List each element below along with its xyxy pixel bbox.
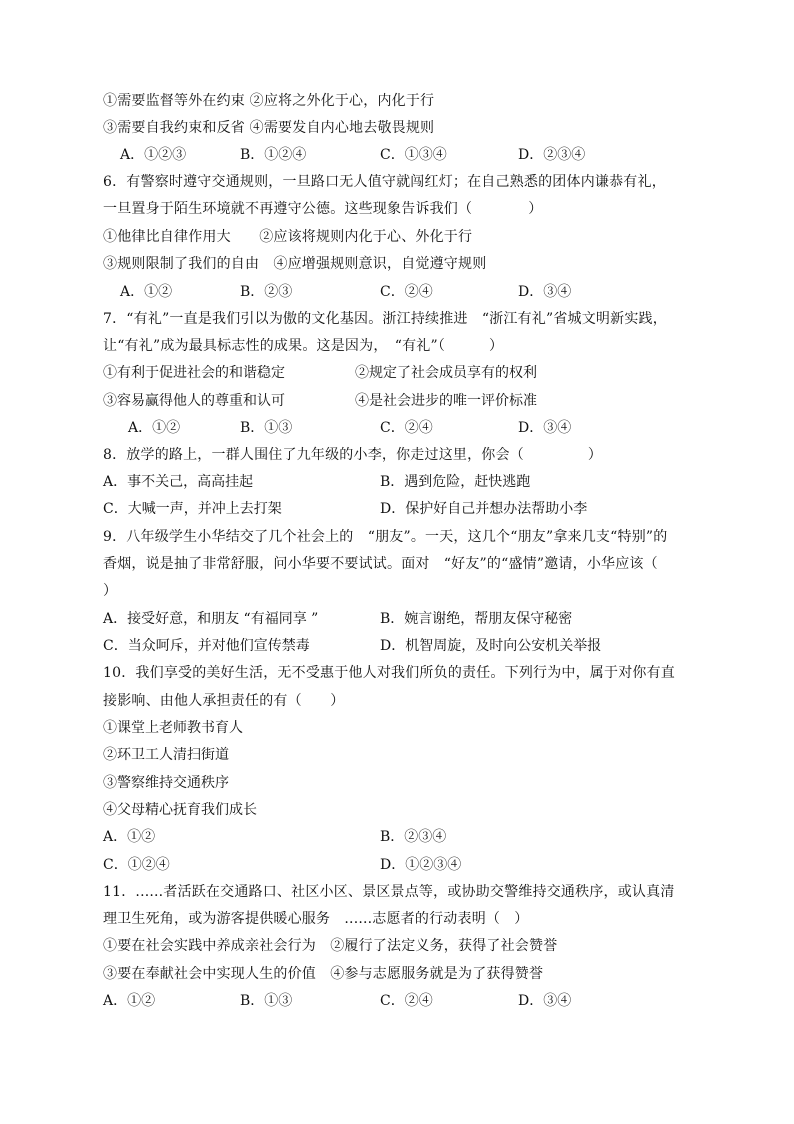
q8-stem [103,446,703,464]
q11-option-c: C．②④ [380,993,433,1009]
q9-stem-2: 香烟，说是抽了非常舒服，问小华要不要试试。面对 “好友”的“盛情”邀请，小华应该（ [103,556,658,572]
q5-option-b: B．①②④ [240,147,307,163]
q10-stem-2: 接影响、由他人承担责任的有（ ） [103,693,345,709]
q8-option-b: B．遇到危险，赶快逃跑 [380,474,531,490]
q6-statements-2: ③规则限制了我们的自由 ④应增强规则意识，自觉遵守规则 [103,256,487,272]
q7-statement-3: ③容易赢得他人的尊重和认可 [103,393,285,409]
q7-option-b: B．①③ [240,420,293,436]
q8-stem-close: ） [587,447,603,463]
q7-option-c: C．②④ [380,420,433,436]
q11-option-b: B．①③ [240,993,293,1009]
q10-option-b: B．②③④ [380,829,447,845]
q11-statements-2: ③要在奉献社会中实现人生的价值 ④参与志愿服务就是为了获得赞誉 [103,966,544,982]
q5-statements-1: ①需要监督等外在约束 ②应将之外化于心，内化于行 [103,93,435,109]
q6-stem-2 [103,200,703,218]
q9-option-d: D．机智周旋，及时向公安机关举报 [380,638,602,654]
q8-stem-text: 8．放学的路上，一群人围住了九年级的小李，你走过这里，你会（ [103,447,524,463]
q6-option-c: C．②④ [380,284,433,300]
q11-stem-2: 理卫生死角，或为游客提供暖心服务 ......志愿者的行动表明（ ） [103,911,529,927]
q10-option-d: D．①②③④ [380,857,462,873]
q9-option-c: C．当众呵斥，并对他们宣传禁毒 [103,638,310,654]
q10-item-1: ①课堂上老师教书育人 [103,720,243,736]
q11-option-d: D．③④ [518,993,572,1009]
q6-statements-1: ①他律比自律作用大 ②应该将规则内化于心、外化于行 [103,229,473,245]
q8-option-d: D．保护好自己并想办法帮助小李 [380,501,588,517]
q6-option-b: B．②③ [240,284,293,300]
q7-statement-4: ④是社会进步的唯一评价标准 [355,393,537,409]
q6-option-a: A．①② [120,284,173,300]
q7-option-a: A．①② [128,420,181,436]
q6-stem-2-text: 一旦置身于陌生环境就不再遵守公德。这些现象告诉我们（ [103,201,473,217]
q7-option-d: D．③④ [518,420,572,436]
q10-option-a: A．①② [103,829,156,845]
q7-statement-2: ②规定了社会成员享有的权利 [355,365,537,381]
q5-statements-2: ③需要自我约束和反省 ④需要发自内心地去敬畏规则 [103,120,435,136]
q7-stem-2 [103,337,703,355]
q10-stem-1: 10．我们享受的美好生活，无不受惠于他人对我们所负的责任。下列行为中，属于对你有直 [103,665,676,681]
q5-option-a: A．①②③ [120,147,187,163]
q6-stem-2-close: ） [528,201,543,217]
q7-stem-2-close: ） [489,338,504,354]
q7-statement-1: ①有利于促进社会的和谐稳定 [103,365,285,381]
q10-item-4: ④父母精心抚育我们成长 [103,802,257,818]
q9-stem-1: 9．八年级学生小华结交了几个社会上的 “朋友”。一天，这几个“朋友”拿来几支“特别”的 [103,529,668,545]
q6-option-d: D．③④ [518,284,572,300]
q10-item-2: ②环卫工人清扫街道 [103,747,229,763]
q5-option-c: C．①③④ [380,147,447,163]
q10-item-3: ③警察维持交通秩序 [103,775,229,791]
q5-option-d: D．②③④ [518,147,586,163]
q7-stem-1: 7．“有礼”一直是我们引以为傲的文化基因。浙江持续推进 “浙江有礼”省城文明新实践， [103,311,667,327]
q8-option-c: C．大喊一声，并冲上去打架 [103,501,282,517]
q7-stem-2-text: 让“有礼”成为最具标志性的成果。这是因为， “有礼”（ [103,338,446,354]
q9-stem-3: ） [103,583,118,599]
q9-option-a: A．接受好意，和朋友 “有福同享 ” [103,611,319,627]
q11-option-a: A．①② [103,993,156,1009]
q11-statements-1: ①要在社会实践中养成亲社会行为 ②履行了法定义务，获得了社会赞誉 [103,938,558,954]
q6-stem-1: 6．有警察时遵守交通规则，一旦路口无人值守就闯红灯；在自己熟悉的团体内谦恭有礼， [103,174,666,190]
q8-option-a: A．事不关己，高高挂起 [103,474,254,490]
q11-stem-1: 11．......者活跃在交通路口、社区小区、景区景点等，或协助交警维持交通秩序，或认真清 [103,884,675,900]
q10-option-c: C．①②④ [103,857,170,873]
q9-option-b: B．婉言谢绝，帮朋友保守秘密 [380,611,573,627]
